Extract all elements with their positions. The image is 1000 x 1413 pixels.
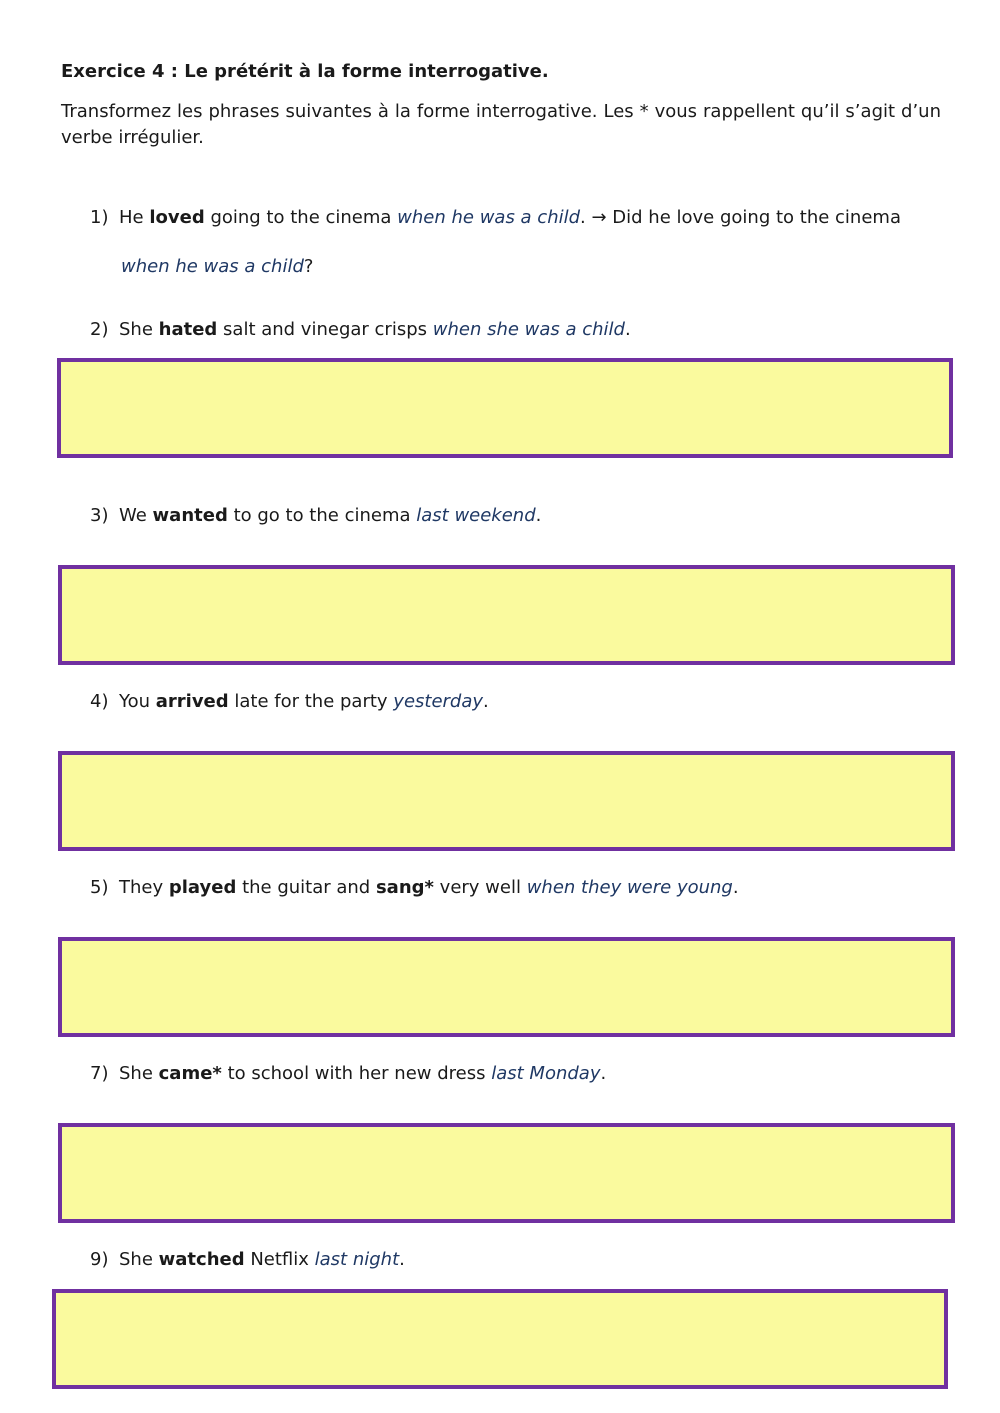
- sentence-subject: We: [119, 505, 153, 526]
- sentence-subject: He: [119, 207, 150, 228]
- sentence-end: .: [732, 877, 739, 898]
- time-expression: when they were young: [526, 877, 733, 898]
- question-7: [90, 1062, 606, 1086]
- question-5: [90, 876, 739, 900]
- sentence-middle: to school with her new dress: [221, 1063, 492, 1084]
- answer-box-3[interactable]: [58, 565, 955, 665]
- time-expression: last Monday: [491, 1063, 601, 1084]
- sentence-subject: She: [119, 319, 159, 340]
- question-3: [90, 504, 541, 528]
- item-number: 2): [90, 319, 109, 340]
- sentence-end: .: [625, 319, 631, 340]
- sentence-middle-2: very well: [433, 877, 527, 898]
- item-number: 7): [90, 1063, 109, 1084]
- sentence-verb: wanted: [152, 505, 228, 526]
- question-2: [90, 318, 631, 342]
- sentence-verb: loved: [149, 207, 205, 228]
- arrow-icon: →: [591, 207, 607, 228]
- item-number: 3): [90, 505, 109, 526]
- time-expression: last weekend: [416, 505, 536, 526]
- time-expression: when she was a child: [432, 319, 625, 340]
- answer-box-4[interactable]: [58, 751, 955, 851]
- sentence-subject: They: [119, 877, 169, 898]
- answer-box-5[interactable]: [58, 937, 955, 1037]
- sentence-verb-2: sang*: [375, 877, 434, 898]
- example-answer: Did he love going to the cinema: [606, 207, 901, 228]
- sentence-middle: to go to the cinema: [227, 505, 417, 526]
- question-4: [90, 690, 489, 714]
- sentence-middle: late for the party: [228, 691, 394, 712]
- sentence-end: .: [535, 505, 542, 526]
- item-number: 1): [90, 207, 109, 228]
- time-expression: when he was a child: [121, 256, 304, 277]
- question-9: [90, 1248, 405, 1272]
- sentence-verb: came*: [158, 1063, 222, 1084]
- sentence-subject: You: [119, 691, 156, 712]
- item-number: 9): [90, 1249, 109, 1270]
- sentence-verb: arrived: [155, 691, 229, 712]
- sentence-subject: She: [119, 1249, 159, 1270]
- example-answer-line2: [121, 255, 313, 279]
- example-sentence: [90, 206, 901, 230]
- sentence-middle: salt and vinegar crisps: [217, 319, 433, 340]
- answer-box-2[interactable]: [57, 358, 953, 458]
- sentence-end: .: [483, 691, 489, 712]
- answer-end: ?: [303, 256, 314, 277]
- sentence-verb: watched: [158, 1249, 245, 1270]
- exercise-instructions: Transformez les phrases suivantes à la forme interrogative. Les * vous rappellent qu’il s’agit d’un verbe irrégulier.: [61, 101, 941, 148]
- answer-box-7[interactable]: [58, 1123, 955, 1223]
- time-expression: when he was a child: [397, 207, 581, 228]
- sentence-end: .: [399, 1249, 405, 1270]
- time-expression: yesterday: [393, 691, 484, 712]
- sentence-verb: played: [168, 877, 237, 898]
- sentence-subject: She: [119, 1063, 159, 1084]
- sentence-verb: hated: [158, 319, 218, 340]
- sentence-end: .: [580, 207, 592, 228]
- sentence-middle: going to the cinema: [204, 207, 398, 228]
- item-number: 5): [90, 877, 109, 898]
- exercise-title: Exercice 4 : Le prétérit à la forme interrogative.: [61, 61, 549, 82]
- sentence-middle: the guitar and: [236, 877, 376, 898]
- sentence-middle: Netflix: [244, 1249, 315, 1270]
- item-number: 4): [90, 691, 109, 712]
- time-expression: last night: [314, 1249, 400, 1270]
- sentence-end: .: [600, 1063, 607, 1084]
- answer-box-9[interactable]: [52, 1289, 948, 1389]
